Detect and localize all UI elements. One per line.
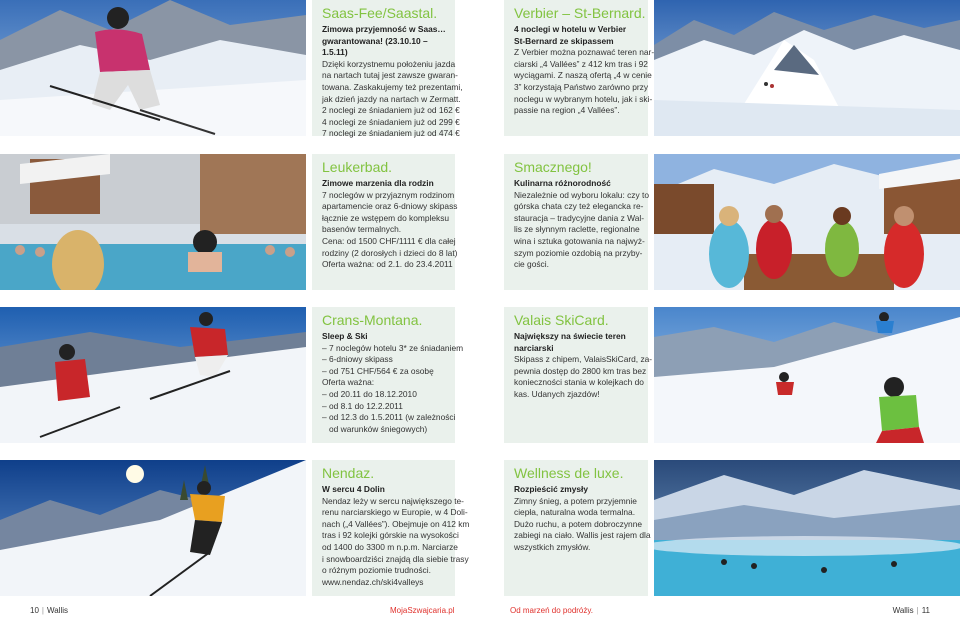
crans-text-7: – od 12.3 do 1.5.2011 (w zależności <box>322 412 456 423</box>
smacznego-text-3: stauracja – tradycyjne dania z Wal- <box>514 212 645 223</box>
nendaz-text-2: renu narciarskiego w Europie, w 4 Doli- <box>322 507 468 518</box>
leukerbad-text-1: 7 noclegów w przyjaznym rodzinom <box>322 189 455 200</box>
nendaz-info-panel <box>312 460 470 596</box>
saasfee-price-2: 4 noclegi ze śniadaniem już od 299 € <box>322 116 460 127</box>
leukerbad-text-7: Oferta ważna: od 2.1. do 23.4.2011 <box>322 259 453 270</box>
leukerbad-text-6: rodziny (2 dorosłych i dzieci do 8 lat) <box>322 247 458 258</box>
footer-left: 10 | Wallis <box>30 606 69 615</box>
leukerbad-text-3: łącznie ze wstępem do kompleksu <box>322 212 450 223</box>
crans-text-4: Oferta ważna: <box>322 377 375 388</box>
crans-text-6: – od 8.1 do 12.2.2011 <box>322 400 403 411</box>
wellness-text-1: Zimny śnieg, a potem przyjemnie <box>514 495 637 506</box>
smacznego-text-1: Niezależnie od wyboru lokalu: czy to <box>514 189 649 200</box>
crans-title: Crans-Montana. <box>322 312 423 328</box>
nendaz-text-7: o różnym poziomie trudności. <box>322 565 431 576</box>
valais-text-3: konieczności stania w kolejkach do <box>514 377 644 388</box>
leukerbad-text-2: apartamencie oraz 6-dniowy skipass <box>322 201 458 212</box>
smacznego-text-5: wina i sztuka gotowania na najwyż- <box>514 235 645 246</box>
verbier-text-5: noclegu w wybranym hotelu, jak i ski- <box>514 93 653 104</box>
crans-text-2: – 6-dniowy skipass <box>322 354 393 365</box>
verbier-subtitle-2: St-Bernard ze skipassem <box>514 35 614 46</box>
saasfee-text-2: na nartach tutaj jest zawsze gwaran- <box>322 70 458 81</box>
saasfee-text-4: jak dzień jazdy na nartach w Zermatt. <box>322 93 461 104</box>
wellness-text-3: Dużo ruchu, a potem dobroczynne <box>514 518 643 529</box>
leukerbad-text-4: basenów termalnych. <box>322 224 402 235</box>
skiers-slope-photo <box>654 307 960 443</box>
wellness-title: Wellness de luxe. <box>514 465 624 481</box>
nendaz-text-5: od 1400 do 3300 m n.p.m. Narciarze <box>322 541 458 552</box>
nendaz-subtitle: W sercu 4 Dolin <box>322 484 385 494</box>
crans-text-8: od warunków śniegowych) <box>329 423 428 434</box>
wellness-text-2: ciepła, naturalna woda termalna. <box>514 507 636 518</box>
nendaz-text-6: i snowboardziści znajdą dla siebie trasy <box>322 553 469 564</box>
verbier-title: Verbier – St-Bernard. <box>514 5 646 21</box>
smacznego-text-7: cie gości. <box>514 259 549 270</box>
smacznego-text-4: lis ze słynnym raclette, regionalne <box>514 224 640 235</box>
left-section-label: Wallis <box>46 606 69 615</box>
smacznego-info-panel <box>504 154 648 290</box>
thermal-pool-night-photo <box>654 460 960 596</box>
saasfee-subtitle-2: gwarantowana! (23.10.10 – 1.5.11) <box>322 35 428 58</box>
smacznego-text-6: szym poziomie ozdobią na przyby- <box>514 247 643 258</box>
smacznego-text-2: górska chata czy też elegancka re- <box>514 201 644 212</box>
verbier-info-panel <box>504 0 655 136</box>
verbier-subtitle-1: 4 noclegi w hotelu w Verbier <box>514 24 627 34</box>
mountain-lunch-photo <box>654 154 960 290</box>
right-page-number: 11 <box>921 606 930 615</box>
valais-title: Valais SkiCard. <box>514 312 609 328</box>
nendaz-text-4: tras i 92 kolejki górskie na wysokości <box>322 530 459 541</box>
wellness-info-panel <box>504 460 651 596</box>
skier-pink-jacket-photo <box>0 0 306 136</box>
saasfee-price-1: 2 noclegi ze śniadaniem już od 162 € <box>322 105 460 116</box>
footer-right: Wallis | 11 <box>892 606 930 615</box>
wellness-subtitle: Rozpieścić zmysły <box>514 484 589 494</box>
left-page-number: 10 <box>30 606 39 615</box>
nendaz-title: Nendaz. <box>322 465 375 481</box>
slogan: Od marzeń do podróży. <box>510 606 594 615</box>
nendaz-text-1: Nendaz leży w sercu największego te- <box>322 495 464 506</box>
valais-info-panel <box>504 307 653 443</box>
valais-text-2: pewnia dostęp do 2800 km tras bez <box>514 365 647 376</box>
nendaz-text-3: nach („4 Vallées”). Obejmuje on 412 km <box>322 518 470 529</box>
leukerbad-title: Leukerbad. <box>322 159 393 175</box>
saasfee-info-panel <box>312 0 463 139</box>
mountain-panorama-photo <box>654 0 960 136</box>
crans-subtitle: Sleep & Ski <box>322 331 368 341</box>
crans-info-panel <box>312 307 464 443</box>
crans-text-5: – od 20.11 do 18.12.2010 <box>322 388 417 399</box>
wellness-text-5: wszystkich zmysłów. <box>514 541 591 552</box>
verbier-text-3: wyciągami. Z naszą ofertą „4 w cenie <box>514 70 652 81</box>
skier-sun-photo <box>0 460 306 596</box>
crans-text-3: – od 751 CHF/564 € za osobę <box>322 365 434 376</box>
valais-subtitle-2: narciarski <box>514 342 554 353</box>
skiers-red-photo <box>0 307 306 443</box>
leukerbad-info-panel <box>312 154 458 290</box>
saasfee-text-1: Dzięki korzystnemu położeniu jazda <box>322 58 456 69</box>
smacznego-subtitle: Kulinarna różnorodność <box>514 178 611 188</box>
valais-text-4: kas. Udanych zjazdów! <box>514 388 600 399</box>
saasfee-price-3: 7 noclegi ze śniadaniem już od 474 € <box>322 128 460 139</box>
wellness-text-4: zabiegi na ciało. Wallis jest rajem dla <box>514 530 651 541</box>
crans-text-1: – 7 noclegów hotelu 3* ze śniadaniem <box>322 342 464 353</box>
verbier-text-1: Z Verbier można poznawać teren nar- <box>514 47 655 58</box>
saasfee-title: Saas-Fee/Saastal. <box>322 5 438 21</box>
saasfee-text-3: towana. Zaskakujemy też prezentami, <box>322 81 463 92</box>
valais-subtitle-1: Największy na świecie teren <box>514 331 626 341</box>
thermal-pool-photo <box>0 154 306 290</box>
leukerbad-text-5: Cena: od 1500 CHF/1111 € dla całej <box>322 235 456 246</box>
verbier-text-2: ciarski „4 Vallées” z 412 km tras i 92 <box>514 58 648 69</box>
nendaz-website-link[interactable]: www.nendaz.ch/ski4valleys <box>322 576 424 587</box>
right-section-label: Wallis <box>892 606 914 615</box>
website-link[interactable]: MojaSzwajcaria.pl <box>390 606 455 615</box>
leukerbad-subtitle: Zimowe marzenia dla rodzin <box>322 178 434 188</box>
verbier-text-4: 3” korzystają Państwo zarówno przy <box>514 81 649 92</box>
saasfee-subtitle-1: Zimowa przyjemność w Saas… <box>322 24 446 34</box>
smacznego-title: Smacznego! <box>514 159 592 175</box>
verbier-text-6: passie na region „4 Vallées”. <box>514 105 620 116</box>
valais-text-1: Skipass z chipem, ValaisSkiCard, za- <box>514 354 653 365</box>
